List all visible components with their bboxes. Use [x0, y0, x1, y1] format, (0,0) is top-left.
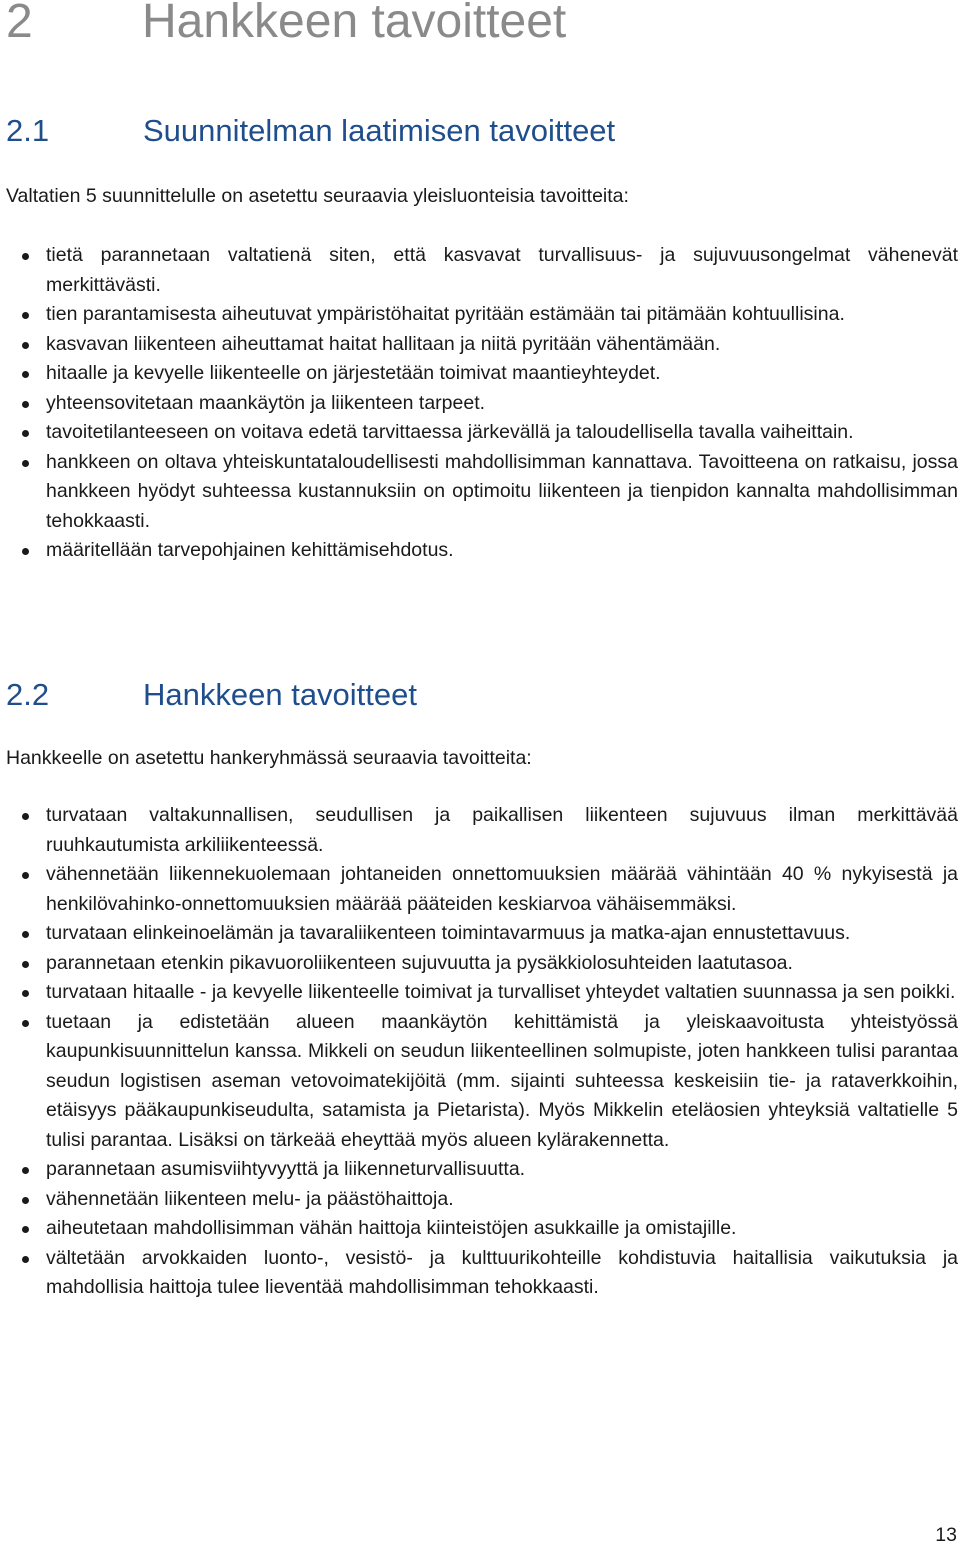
list-item [0, 536, 960, 566]
list-item-text: määritellään tarvepohjainen kehittämisehdotus. [46, 539, 454, 561]
list-item [0, 919, 960, 949]
section-intro: Hankkeelle on asetettu hankeryhmässä seuraavia tavoitteita: [6, 747, 532, 769]
section-heading-2-1 [6, 111, 615, 151]
list-item-text: yhteensovitetaan maankäytön ja liikenteen tarpeet. [46, 391, 486, 414]
list-item-text: vältetään arvokkaiden luonto-, vesistö- ja kulttuurikohteille kohdistuvia haitallisia vaikutuksia ja mahdollisia haittoja tulee lieventää mahdollisimman tehokkaasti. [46, 1246, 958, 1298]
chapter-title: Hankkeen tavoitteet [142, 0, 567, 48]
bullet-icon [22, 548, 29, 555]
list-item-text: hitaalle ja kevyelle liikenteelle on järjestetään toimivat maantieyhteydet. [46, 362, 661, 384]
list-item-text: parannetaan asumisviihtyvyyttä ja liikenneturvallisuutta. [46, 1158, 526, 1180]
list-item [0, 448, 960, 537]
bullet-icon [22, 253, 29, 260]
list-item-text: turvataan hitaalle - ja kevyelle liikenteelle toimivat ja turvalliset yhteydet valtatien suunnassa ja sen poikki. [46, 981, 956, 1003]
list-item [0, 241, 960, 300]
bullet-icon [22, 460, 29, 467]
bullet-icon [22, 401, 29, 408]
bullet-icon [22, 312, 29, 319]
bullet-icon [22, 1256, 29, 1263]
section-intro: Valtatien 5 suunnittelulle on asetettu seuraavia yleisluonteisia tavoitteita: [6, 185, 629, 207]
bullet-icon [22, 371, 29, 378]
list-item-text: tietä parannetaan valtatienä siten, että kasvavat turvallisuus- ja sujuvuusongelmat vähenevät merkittävästi. [46, 244, 958, 296]
list-item [0, 359, 960, 389]
list-item-text: parannetaan etenkin pikavuoroliikenteen sujuvuutta ja pysäkkiolosuhteiden laatutasoa. [46, 951, 793, 974]
list-item [0, 860, 960, 919]
bullet-icon [22, 430, 29, 437]
bullet-icon [22, 813, 29, 820]
list-item [0, 418, 960, 448]
bullet-icon [22, 342, 29, 349]
section-number: 2.1 [6, 113, 50, 148]
chapter-number: 2 [6, 0, 33, 48]
bullet-icon [22, 1020, 29, 1027]
section-number: 2.2 [6, 677, 50, 712]
bullet-icon [22, 1167, 29, 1174]
list-item-text: tavoitetilanteeseen on voitava edetä tarvittaessa järkevällä ja taloudellisella tavalla vaiheittain. [46, 421, 854, 443]
list-item-text: vähennetään liikenteen melu- ja päästöhaittoja. [46, 1187, 454, 1210]
list-item [0, 1214, 960, 1244]
bullet-icon [22, 1226, 29, 1233]
list-item-text: tien parantamisesta aiheutuvat ympäristöhaitat pyritään estämään tai pitämään kohtuullisina. [46, 303, 845, 325]
bullet-icon [22, 990, 29, 997]
objectives-list-2-1 [0, 241, 960, 566]
chapter-heading [6, 0, 566, 52]
list-item [0, 949, 960, 979]
section-title: Hankkeen tavoitteet [143, 677, 418, 712]
list-item-text: tuetaan ja edistetään alueen maankäytön kehittämistä ja yleiskaavoitusta yhteistyössä kaupunkisuunnittelun kanssa. Mikkeli on seudun liikenteellinen solmupiste, joten hankkeen tulisi parantaa seudun logistisen aseman vetovoimatekijöitä (mm. sijainti suhteessa keskeisiin tie- ja rataverkkoihin, etäisyys pääkaupunkiseudulta, satamista ja Pietarista). Myös Mikkelin eteläosien yhteyksiä valtatielle 5 tulisi parantaa. Lisäksi on tärkeää eheyttää myös alueen kylärakennetta. [46, 1010, 958, 1151]
list-item-text: aiheutetaan mahdollisimman vähän haittoja kiinteistöjen asukkaille ja omistajille. [46, 1217, 737, 1239]
bullet-icon [22, 961, 29, 968]
section-heading-2-2 [6, 675, 417, 715]
list-item [0, 801, 960, 860]
bullet-icon [22, 931, 29, 938]
list-item [0, 389, 960, 419]
list-item [0, 978, 960, 1008]
list-item-text: turvataan valtakunnallisen, seudullisen ja paikallisen liikenteen sujuvuus ilman merkittävää ruuhkautumista arkiliikenteessä. [46, 804, 958, 856]
list-item [0, 1244, 960, 1303]
list-item [0, 1008, 960, 1156]
list-item [0, 1155, 960, 1185]
bullet-icon [22, 1197, 29, 1204]
section-title: Suunnitelman laatimisen tavoitteet [143, 113, 616, 148]
objectives-list-2-2 [0, 801, 960, 1303]
list-item-text: turvataan elinkeinoelämän ja tavaraliikenteen toimintavarmuus ja matka-ajan ennustettavuus. [46, 922, 851, 944]
page-number: 13 [935, 1524, 957, 1546]
list-item [0, 1185, 960, 1215]
list-item [0, 330, 960, 360]
list-item-text: vähennetään liikennekuolemaan johtaneiden onnettomuuksien määrää vähintään 40 % nykyisestä ja henkilövahinko-onnettomuuksien määrää pääteiden keskiarvoa vähäisemmäksi. [46, 863, 958, 915]
list-item-text: hankkeen on oltava yhteiskuntataloudellisesti mahdollisimman kannattava. Tavoitteena on ratkaisu, jossa hankkeen hyödyt suhteessa kustannuksiin on optimoitu liikenteen ja tienpidon kannalta mahdollisimman tehokkaasti. [46, 450, 958, 532]
bullet-icon [22, 872, 29, 879]
list-item-text: kasvavan liikenteen aiheuttamat haitat hallitaan ja niitä pyritään vähentämään. [46, 332, 721, 355]
list-item [0, 300, 960, 330]
